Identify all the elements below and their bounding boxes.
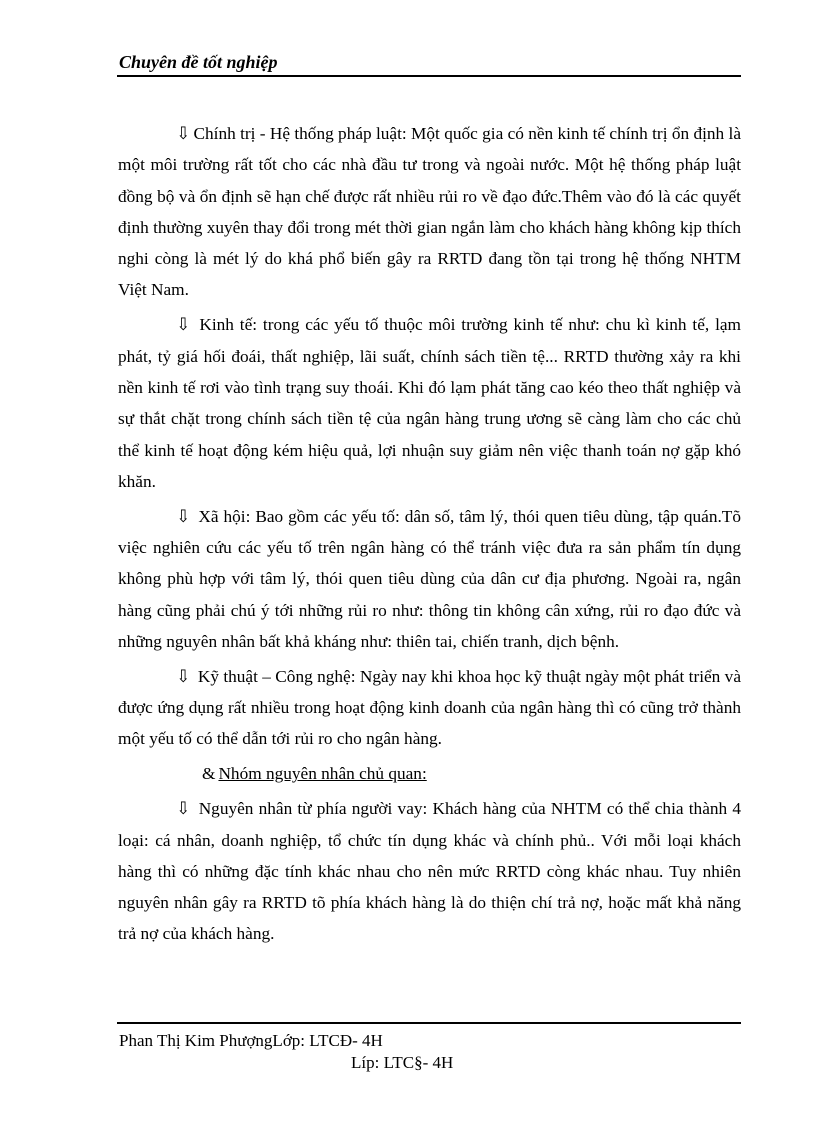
paragraph-society: [118, 501, 741, 657]
paragraph-economy: [118, 309, 741, 497]
header-title: Chuyên đề tốt nghiệp: [119, 52, 278, 72]
down-arrow-icon: ⇩: [176, 506, 191, 526]
footer-author-class: Phan Thị Kim PhượngLớp: LTCĐ- 4H: [119, 1031, 383, 1050]
footer-divider: [117, 1022, 741, 1024]
down-arrow-icon: ⇩: [176, 666, 191, 686]
paragraph-text: Kỹ thuật – Công nghệ: Ngày nay khi khoa học kỹ thuật ngày một phát triển và được ứng dụng rất nhiều trong hoạt động kinh doanh của ngân hàng thì có cũng trở thành một yếu tố có thể dẫn tới rủi ro cho ngân hàng.: [118, 666, 741, 749]
ampersand-bullet-icon: &: [202, 764, 216, 784]
footer-class-garbled: Líp: LTC§- 4H: [351, 1053, 454, 1072]
paragraph-text: Xã hội: Bao gồm các yếu tố: dân số, tâm lý, thói quen tiêu dùng, tập quán.Tõ việc nghiên cứu các yếu tố trên ngân hàng có thể tránh việc đưa ra sản phẩm tín dụng không phù hợp với tâm lý, thói quen tiêu dùng của dân cư địa phương. Ngoài ra, ngân hàng cũng phải chú ý tới những rủi ro như: thông tin không cân xứng, rủi ro đạo đức và những nguyên nhân bất khả kháng như: thiên tai, chiến tranh, dịch bệnh.: [118, 506, 741, 651]
paragraph-text: Kinh tế: trong các yếu tố thuộc môi trường kinh tế như: chu kì kinh tế, lạm phát, tỷ giá hối đoái, thất nghiệp, lãi suất, chính sách tiền tệ... RRTD thường xảy ra khi nền kinh tế rơi vào tình trạng suy thoái. Khi đó lạm phát tăng cao kéo theo thất nghiệp và sự thắt chặt trong chính sách tiền tệ của ngân hàng trung ương sẽ càng làm cho các chủ thể kinh tế hoạt động kém hiệu quả, lợi nhuận suy giảm nên việc thanh toán nợ gặp khó khăn.: [118, 315, 741, 491]
down-arrow-icon: ⇩: [176, 799, 191, 819]
down-arrow-icon: ⇩: [176, 315, 191, 335]
document-body: [118, 118, 741, 953]
paragraph-borrower: [118, 793, 741, 949]
sub-heading-subjective-causes: [118, 758, 741, 789]
paragraph-politics-law: [118, 118, 741, 306]
down-arrow-icon: ⇩: [176, 124, 191, 143]
paragraph-text: Nguyên nhân từ phía người vay: Khách hàng của NHTM có thể chia thành 4 loại: cá nhân, doanh nghiệp, tổ chức tín dụng khác và chính phủ.. Với mỗi loại khách hàng thì có những đặc tính khác nhau cho nên mức RRTD còng khác nhau. Tuy nhiên nguyên nhân gây ra RRTD tõ phía khách hàng là do thiện chí trả nợ, hoặc mất khả năng trả nợ của khách hàng.: [118, 799, 741, 944]
paragraph-text: Chính trị - Hệ thống pháp luật: Một quốc gia có nền kinh tế chính trị ổn định là một môi trường rất tốt cho các nhà đầu tư trong và ngoài nước. Một hệ thống pháp luật đồng bộ và ổn định sẽ hạn chế được rất nhiều rủi ro về đạo đức.Thêm vào đó là các quyết định thường xuyên thay đổi trong mét thời gian ngắn làm cho khách hàng không kịp thích nghi còng là mét lý do khá phổ biến gây ra RRTD đang tồn tại trong hệ thống NHTM Việt Nam.: [118, 124, 741, 300]
sub-heading-text: Nhóm nguyên nhân chủ quan:: [218, 764, 427, 784]
paragraph-technology: [118, 661, 741, 755]
header-divider: [117, 75, 741, 77]
